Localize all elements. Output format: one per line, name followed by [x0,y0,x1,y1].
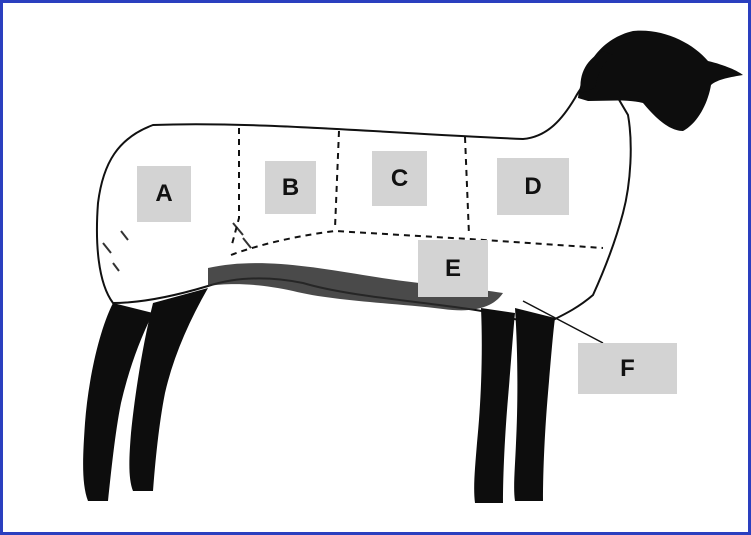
region-label-c: C [372,151,427,206]
sheep-illustration [3,3,748,532]
region-label-b: B [265,161,316,214]
region-label-a: A [137,166,191,222]
region-label-f: F [578,343,677,394]
region-label-d: D [497,158,569,215]
region-label-e: E [418,240,488,297]
front-leg-right [514,308,555,501]
front-leg-left [474,308,515,503]
